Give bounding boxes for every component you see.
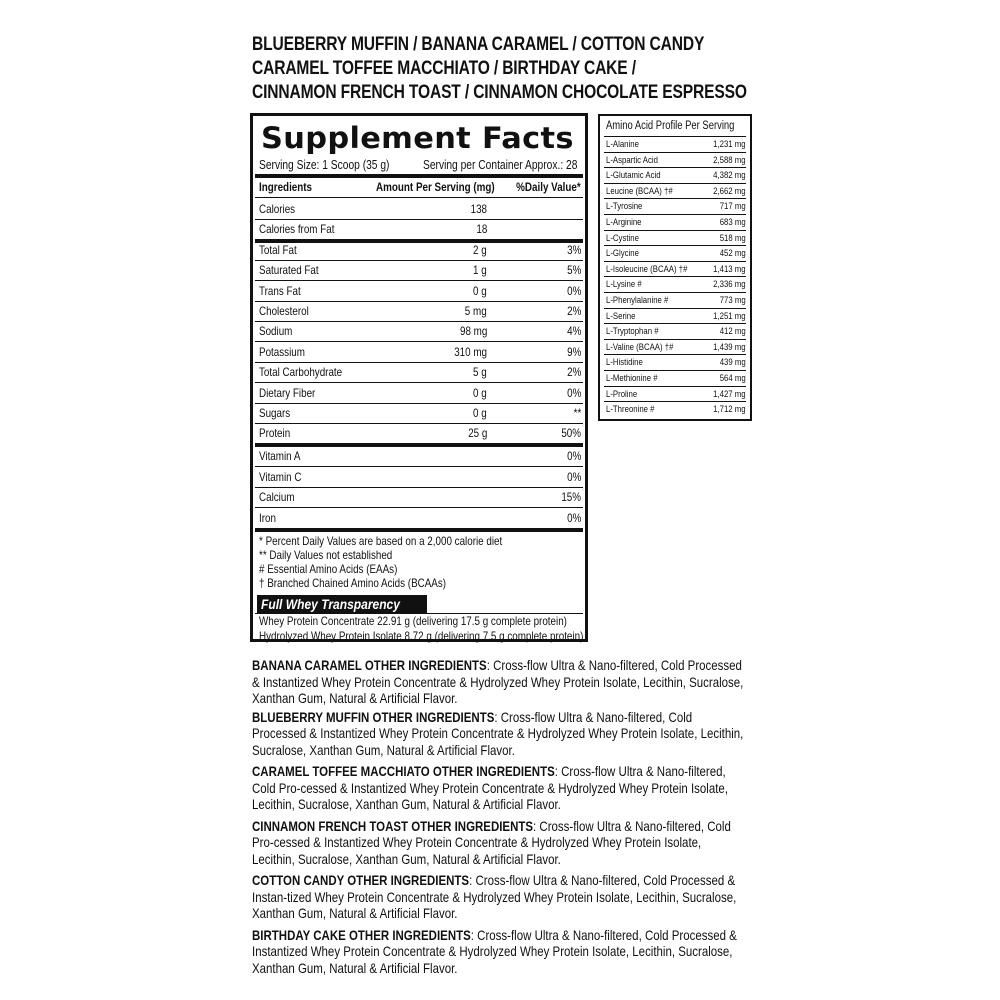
amino-name: L-Phenylalanine # <box>606 295 669 306</box>
whey-breakdown <box>259 614 655 644</box>
facts-row <box>259 467 583 487</box>
ingredients-label: CARAMEL TOFFEE MACCHIATO OTHER INGREDIENTS <box>252 763 555 779</box>
ingredients-text: : Cross-flow Ultra & Nano-filtered, Cold Processed & Instantized Whey Protein Concentrate & Hydrolyzed Whey Protein Isolate, Lecithin, Sucralose, Xanthan Gum, Natural & Artificial Flavor. <box>252 926 737 976</box>
nutrient-dv: ** <box>573 406 581 420</box>
divider <box>255 197 583 198</box>
serving-size: Serving Size: 1 Scoop (35 g) <box>259 158 390 172</box>
ingredients-paragraph <box>252 872 744 922</box>
facts-row <box>259 321 583 341</box>
amino-value: 2,662 mg <box>713 185 746 197</box>
amino-value: 773 mg <box>720 295 746 306</box>
nutrient-amount: 310 mg <box>454 345 487 359</box>
nutrient-name: Calcium <box>259 490 295 504</box>
transparency-banner <box>257 595 427 613</box>
amino-row <box>604 308 746 325</box>
whey-line: Whey Protein Concentrate 22.91 g (delivering 17.5 g complete protein) <box>259 614 567 628</box>
nutrient-name: Vitamin C <box>259 470 302 484</box>
amino-value: 1,712 mg <box>713 404 746 416</box>
ingredients-text: : Cross-flow Ultra & Nano-filtered, Cold Processed & Instan-tized Whey Protein Concentrate & Hydrolyzed Whey Protein Isolate, Lecithin, Sucralose, Xanthan Gum, Natural & Artificial Flavor. <box>252 872 737 921</box>
nutrient-dv: 0% <box>566 449 581 463</box>
nutrient-amount: 0 g <box>473 406 487 420</box>
amino-value: 683 mg <box>720 217 746 228</box>
facts-row <box>259 199 583 219</box>
facts-row <box>259 219 583 239</box>
nutrient-amount: 5 g <box>473 365 487 379</box>
amino-name: L-Methionine # <box>606 373 658 384</box>
amino-name: L-Aspartic Acid <box>606 154 658 166</box>
transparency-title: Full Whey Transparency <box>261 596 400 612</box>
amino-row <box>604 370 746 387</box>
amino-value: 439 mg <box>720 357 746 369</box>
amino-row <box>604 167 746 184</box>
amino-name: L-Arginine <box>606 217 642 228</box>
amino-value: 2,336 mg <box>713 279 746 291</box>
nutrient-name: Trans Fat <box>259 284 301 298</box>
facts-row <box>259 301 583 321</box>
flavor-line: CINNAMON FRENCH TOAST / CINNAMON CHOCOLATE ESPRESSO <box>252 81 747 103</box>
amino-title: Amino Acid Profile Per Serving <box>606 120 735 132</box>
nutrient-dv: 2% <box>566 304 581 318</box>
whey-line: Hydrolyzed Whey Protein Isolate 8.72 g (delivering 7.5 g complete protein) <box>259 629 584 643</box>
amino-value: 2,588 mg <box>713 154 746 166</box>
nutrient-name: Calories from Fat <box>259 222 335 236</box>
nutrient-name: Sodium <box>259 324 293 338</box>
nutrient-amount: 25 g <box>467 426 487 440</box>
nutrient-amount: 0 g <box>473 386 487 400</box>
nutrient-name: Vitamin A <box>259 449 301 463</box>
ingredients-label: COTTON CANDY OTHER INGREDIENTS <box>252 872 470 888</box>
amino-value: 452 mg <box>720 248 746 260</box>
nutrient-amount: 1 g <box>473 263 487 277</box>
amino-name: L-Valine (BCAA) †# <box>606 341 674 353</box>
nutrient-name: Dietary Fiber <box>259 386 316 400</box>
amino-name: L-Proline <box>606 388 638 400</box>
flavor-header <box>252 32 812 104</box>
nutrient-name: Potassium <box>259 345 305 359</box>
amino-name: L-Lysine # <box>606 279 642 291</box>
ingredients-label: BANANA CARAMEL OTHER INGREDIENTS <box>252 657 487 673</box>
nutrient-name: Sugars <box>259 406 291 420</box>
nutrient-name: Iron <box>259 511 276 525</box>
amino-row <box>604 214 746 231</box>
ingredients-text: : Cross-flow Ultra & Nano-filtered, Cold Processed & Instantized Whey Protein Concentrate & Hydrolyzed Whey Protein Isolate, Lecithin, Sucralose, Xanthan Gum, Natural & Artificial Flavor. <box>252 708 744 758</box>
amino-row <box>604 339 746 356</box>
facts-notes <box>259 534 556 590</box>
col-amount: Amount Per Serving (mg) <box>376 180 495 194</box>
amino-row <box>604 245 746 262</box>
amino-value: 1,251 mg <box>713 310 746 322</box>
amino-row <box>604 136 746 153</box>
facts-row <box>259 383 583 403</box>
amino-row <box>604 276 746 293</box>
amino-row <box>604 354 746 371</box>
facts-row <box>259 487 583 507</box>
amino-value: 4,382 mg <box>713 170 746 182</box>
nutrient-name: Saturated Fat <box>259 263 319 277</box>
amino-value: 1,439 mg <box>713 341 746 353</box>
facts-row <box>259 446 583 466</box>
facts-column-headers <box>259 177 583 197</box>
col-dv: %Daily Value* <box>516 180 581 194</box>
flavor-line: CARAMEL TOFFEE MACCHIATO / BIRTHDAY CAKE / <box>252 57 636 79</box>
nutrient-name: Total Carbohydrate <box>259 365 343 379</box>
amino-row <box>604 401 746 418</box>
nutrient-dv: 2% <box>566 365 581 379</box>
facts-row <box>259 508 583 528</box>
ingredients-paragraph <box>252 657 744 707</box>
amino-row <box>604 198 746 215</box>
amino-name: L-Histidine <box>606 357 643 369</box>
amino-row <box>604 230 746 247</box>
nutrient-name: Protein <box>259 426 291 440</box>
nutrient-dv: 0% <box>566 511 581 525</box>
nutrient-amount: 98 mg <box>459 324 487 338</box>
amino-row <box>604 183 746 200</box>
facts-row <box>259 240 583 260</box>
nutrient-name: Calories <box>259 202 296 216</box>
nutrient-amount: 138 <box>470 202 487 216</box>
ingredients-label: BIRTHDAY CAKE OTHER INGREDIENTS <box>252 926 471 943</box>
amino-value: 1,231 mg <box>713 139 746 150</box>
servings-per-container: Serving per Container Approx.: 28 <box>423 158 578 172</box>
ingredients-label: BLUEBERRY MUFFIN OTHER INGREDIENTS <box>252 708 495 725</box>
divider <box>255 528 583 532</box>
nutrient-dv: 15% <box>561 490 581 504</box>
amino-name: L-Tyrosine <box>606 201 643 213</box>
note-line: ** Daily Values not established <box>259 548 393 562</box>
ingredients-text: : Cross-flow Ultra & Nano-filtered, Cold Pro-cessed & Instantized Whey Protein Concentrate & Hydrolyzed Whey Protein Isolate, Lecithin, Sucralose, Xanthan Gum, Natural & Artificial Flavor. <box>252 817 731 867</box>
amino-name: L-Glutamic Acid <box>606 170 661 182</box>
amino-row <box>604 261 746 278</box>
ingredients-text: : Cross-flow Ultra & Nano-filtered, Cold Processed & Instantized Whey Protein Concentrate & Hydrolyzed Whey Protein Isolate, Lecithin, Sucralose, Xanthan Gum, Natural & Artificial Flavor. <box>252 657 744 706</box>
amino-value: 564 mg <box>720 373 746 384</box>
ingredients-paragraph <box>252 818 744 868</box>
nutrient-amount: 2 g <box>473 243 487 257</box>
nutrient-dv: 0% <box>566 284 581 298</box>
amino-value: 518 mg <box>720 232 746 244</box>
amino-value: 1,427 mg <box>713 388 746 400</box>
amino-value: 412 mg <box>720 326 746 338</box>
nutrient-name: Cholesterol <box>259 304 309 318</box>
nutrient-name: Total Fat <box>259 243 297 257</box>
nutrient-dv: 9% <box>566 345 581 359</box>
facts-row <box>259 423 583 443</box>
facts-row <box>259 281 583 301</box>
note-line: † Branched Chained Amino Acids (BCAAs) <box>259 576 447 590</box>
amino-value: 1,413 mg <box>713 263 746 275</box>
note-line: # Essential Amino Acids (EAAs) <box>259 562 398 576</box>
amino-row <box>604 386 746 403</box>
ingredients-label: CINNAMON FRENCH TOAST OTHER INGREDIENTS <box>252 817 534 834</box>
other-ingredients <box>252 657 812 978</box>
facts-title: Supplement Facts <box>261 121 574 155</box>
col-ingredients: Ingredients <box>259 180 313 194</box>
nutrient-dv: 5% <box>566 263 581 277</box>
amino-acid-panel <box>598 114 752 421</box>
facts-row <box>259 403 583 423</box>
amino-row <box>604 323 746 340</box>
amino-name: L-Serine <box>606 310 636 322</box>
nutrient-amount: 18 <box>476 222 487 236</box>
note-line: * Percent Daily Values are based on a 2,000 calorie diet <box>259 534 503 548</box>
amino-row <box>604 292 746 309</box>
amino-name: L-Cystine <box>606 232 639 244</box>
amino-name: L-Tryptophan # <box>606 326 659 338</box>
amino-name: L-Alanine <box>606 139 639 150</box>
facts-row <box>259 342 583 362</box>
supplement-facts-panel <box>250 113 588 642</box>
ingredients-paragraph <box>252 927 744 977</box>
facts-row <box>259 260 583 280</box>
amino-name: L-Glycine <box>606 248 639 260</box>
nutrient-dv: 0% <box>566 470 581 484</box>
nutrient-amount: 0 g <box>473 284 487 298</box>
ingredients-text: : Cross-flow Ultra & Nano-filtered, Cold Pro-cessed & Instantized Whey Protein Concentrate & Hydrolyzed Whey Protein Isolate, Lecithin, Sucralose, Xanthan Gum, Natural & Artificial Flavor. <box>252 763 729 812</box>
amino-row <box>604 152 746 169</box>
flavor-line: BLUEBERRY MUFFIN / BANANA CARAMEL / COTTON CANDY <box>252 33 705 55</box>
nutrient-dv: 3% <box>566 243 581 257</box>
amino-name: L-Threonine # <box>606 404 655 416</box>
amino-value: 717 mg <box>720 201 746 213</box>
ingredients-paragraph <box>252 763 744 813</box>
nutrient-dv: 50% <box>561 426 581 440</box>
nutrient-dv: 4% <box>566 324 581 338</box>
amino-name: Leucine (BCAA) †# <box>606 185 673 197</box>
amino-name: L-Isoleucine (BCAA) †# <box>606 263 688 275</box>
nutrient-dv: 0% <box>566 386 581 400</box>
ingredients-paragraph <box>252 709 744 759</box>
facts-row <box>259 362 583 382</box>
nutrient-amount: 5 mg <box>465 304 487 318</box>
